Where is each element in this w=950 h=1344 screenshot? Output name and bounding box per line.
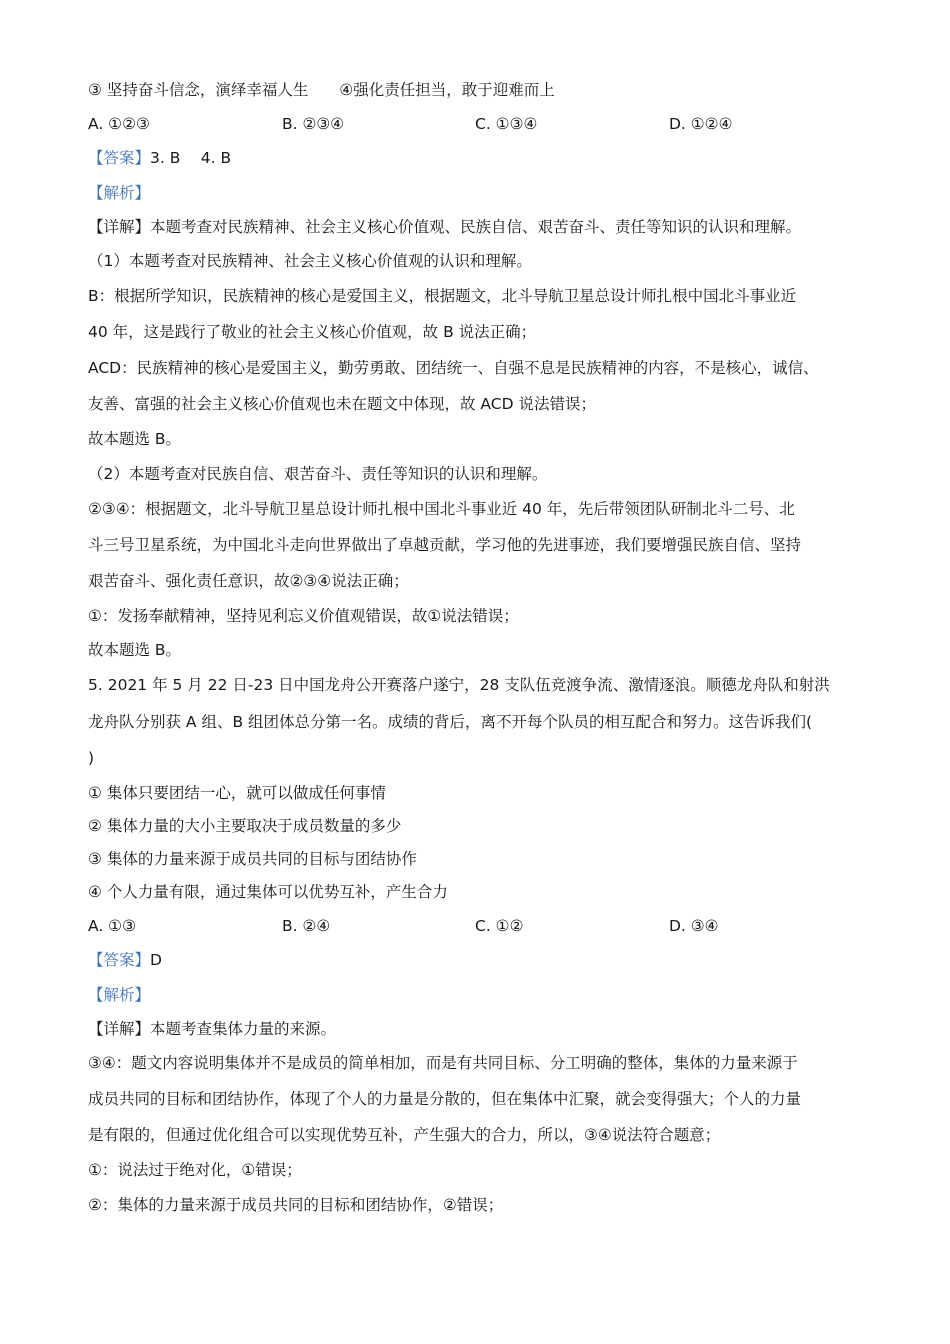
answer-tag: 【答案】	[88, 149, 151, 167]
q5-stem-line3: )	[88, 749, 95, 767]
q5-choice-2: ② 集体力量的大小主要取决于成员数量的多少	[88, 817, 402, 835]
q4-option-d: D. ①②④	[669, 115, 733, 133]
q5-answer-text: D	[150, 951, 162, 969]
q5-option-d: D. ③④	[669, 917, 719, 935]
q5-explanation-line5: ②：集体的力量来源于成员共同的目标和团结协作，②错误；	[88, 1196, 504, 1214]
answer-line-3-4	[88, 148, 231, 168]
q5-option-c: C. ①②	[475, 917, 524, 935]
q5-choice-3: ③ 集体的力量来源于成员共同的目标与团结协作	[88, 850, 417, 868]
q5-stem-line2: 龙舟队分别获 A 组、B 组团体总分第一名。成绩的背后，离不开每个队员的相互配合和努力。这告诉我们(	[88, 713, 813, 731]
part2-line3: 艰苦奋斗、强化责任意识，故②③④说法正确；	[88, 572, 409, 590]
q5-choice-4: ④ 个人力量有限，通过集体可以优势互补，产生合力	[88, 883, 448, 901]
part1-conclusion: 故本题选 B。	[88, 430, 182, 448]
part1-intro: （1）本题考查对民族精神、社会主义核心价值观的认识和理解。	[88, 252, 532, 270]
q5-explanation-line4: ①：说法过于绝对化，①错误；	[88, 1161, 302, 1179]
q4-option-b: B. ②③④	[282, 115, 345, 133]
q4-option-a: A. ①②③	[88, 115, 150, 133]
detail-line: 【详解】本题考查对民族精神、社会主义核心价值观、民族自信、艰苦奋斗、责任等知识的认识和理解。	[88, 218, 802, 236]
q5-choice-1: ① 集体只要团结一心，就可以做成任何事情	[88, 784, 386, 802]
q5-option-a: A. ①③	[88, 917, 136, 935]
part2-intro: （2）本题考查对民族自信、艰苦奋斗、责任等知识的认识和理解。	[88, 465, 548, 483]
part2-line4: ①：发扬奉献精神，坚持见利忘义价值观错误，故①说法错误；	[88, 607, 519, 625]
part1-acd-line2: 友善、富强的社会主义核心价值观也未在题文中体现，故 ACD 说法错误；	[88, 395, 596, 413]
q5-option-b: B. ②④	[282, 917, 331, 935]
part1-acd-line1: ACD：民族精神的核心是爱国主义，勤劳勇敢、团结统一、自强不息是民族精神的内容，不是核心，诚信、	[88, 359, 819, 377]
q5-stem-line1: 5. 2021 年 5 月 22 日-23 日中国龙舟公开赛落户遂宁，28 支队伍竞渡争流、激情逐浪。顺德龙舟队和射洪	[88, 676, 830, 694]
part2-line2: 斗三号卫星系统，为中国北斗走向世界做出了卓越贡献，学习他的先进事迹，我们要增强民族自信、坚持	[88, 536, 802, 554]
q5-answer-tag: 【答案】	[88, 951, 151, 969]
q5-detail-line: 【详解】本题考查集体力量的来源。	[88, 1020, 337, 1038]
q5-answer-line	[88, 950, 162, 970]
part1-b-line2: 40 年，这是践行了敬业的社会主义核心价值观，故 B 说法正确；	[88, 323, 537, 341]
part2-line1: ②③④：根据题文，北斗导航卫星总设计师扎根中国北斗事业近 40 年，先后带领团队研制北斗二号、北	[88, 500, 795, 518]
q5-explanation-line2: 成员共同的目标和团结协作，体现了个人的力量是分散的，但在集体中汇聚，就会变得强大；个人的力量	[88, 1090, 802, 1108]
q5-explanation-line1: ③④：题文内容说明集体并不是成员的简单相加，而是有共同目标、分工明确的整体，集体的力量来源于	[88, 1054, 798, 1072]
part2-conclusion: 故本题选 B。	[88, 641, 182, 659]
q5-analysis-tag: 【解析】	[88, 986, 151, 1004]
q4-option-c: C. ①③④	[475, 115, 538, 133]
q5-explanation-line3: 是有限的，但通过优化组合可以实现优势互补，产生强大的合力，所以，③④说法符合题意；	[88, 1126, 721, 1144]
analysis-tag: 【解析】	[88, 184, 151, 202]
part1-b-line1: B：根据所学知识，民族精神的核心是爱国主义，根据题文，北斗导航卫星总设计师扎根中国北斗事业近	[88, 287, 797, 305]
q4-choices-line: ③ 坚持奋斗信念，演绎幸福人生 ④强化责任担当，敢于迎难而上	[88, 81, 555, 99]
answer-text: 3. B 4. B	[150, 149, 232, 167]
